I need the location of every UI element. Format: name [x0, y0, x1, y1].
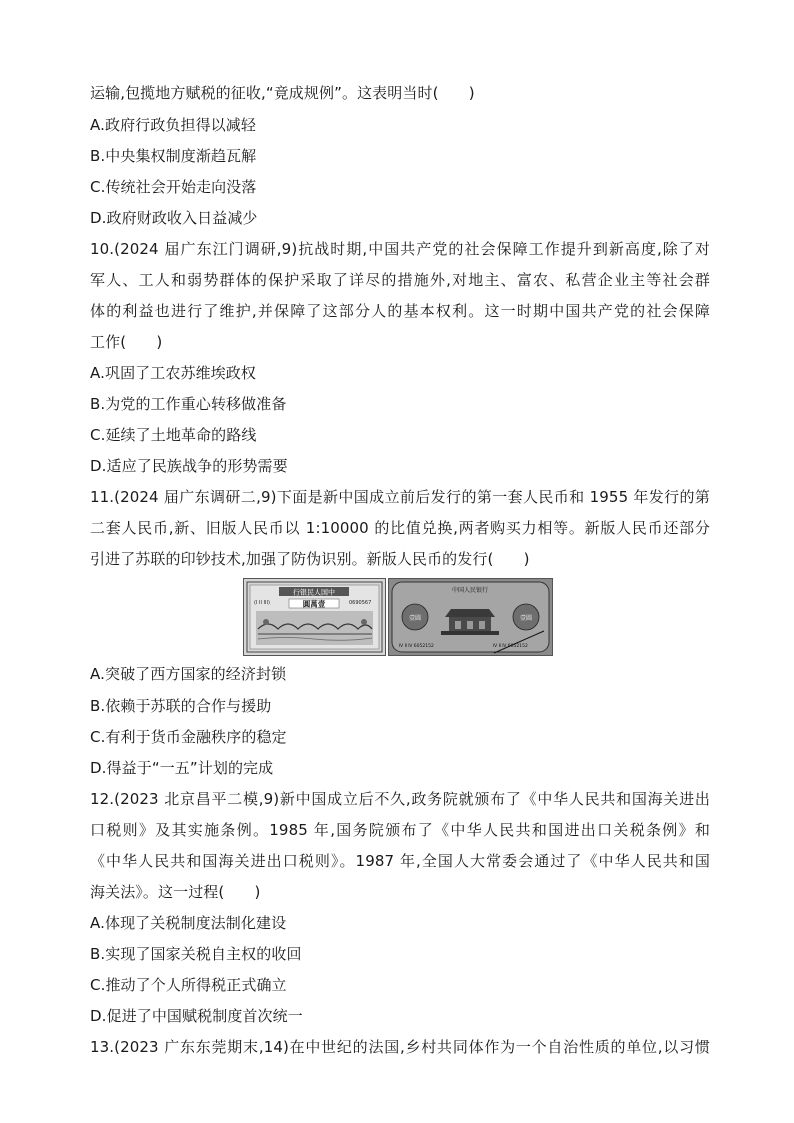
new-note-serial-left: Ⅳ Ⅱ Ⅳ 6052152 — [399, 644, 434, 649]
question-11-stem-line-1: 11.(2024 届广东调研二,9)下面是新中国成立前后发行的第一套人民币和 1955 年发行的第 — [90, 488, 710, 506]
option-12d: D.促进了中国赋税制度首次统一 — [90, 1007, 303, 1025]
question-12-stem-line-4: 海关法》。这一过程( ) — [90, 883, 261, 901]
option-11b: B.依赖于苏联的合作与援助 — [90, 697, 272, 715]
new-note-serial-right: Ⅳ Ⅱ Ⅳ 6052152 — [493, 644, 528, 649]
old-note-small-label: (I II III) — [254, 600, 270, 606]
old-note-bank-name: 行银民人国中 — [293, 588, 335, 597]
banknote-images — [243, 578, 553, 656]
old-note-denomination: 圓萬壹 — [302, 599, 326, 609]
option-11d: D.得益于“一五”计划的完成 — [90, 759, 274, 777]
question-11-stem-line-2: 二套人民币,新、旧版人民币以 1:10000 的比值兑换,两者购买力相等。新版人民币还部分 — [90, 519, 710, 537]
first-series-banknote — [243, 578, 386, 656]
new-note-denomination-left: 壹圆 — [408, 615, 422, 622]
new-note-bank-name: 中国人民银行 — [451, 587, 489, 594]
option-10d: D.适应了民族战争的形势需要 — [90, 457, 288, 475]
option-11c: C.有利于货币金融秩序的稳定 — [90, 728, 287, 746]
old-note-serial: 0690567 — [349, 600, 372, 606]
question-9-stem-end: 运输,包揽地方赋税的征收,“竟成规例”。这表明当时( ) — [90, 84, 475, 102]
question-12-stem-line-1: 12.(2023 北京昌平二模,9)新中国成立后不久,政务院就颁布了《中华人民共和国海关进出 — [90, 790, 710, 808]
question-10-stem-line-1: 10.(2024 届广东江门调研,9)抗战时期,中国共产党的社会保障工作提升到新高度,除了对 — [90, 240, 710, 258]
option-12c: C.推动了个人所得税正式确立 — [90, 976, 287, 994]
option-9a: A.政府行政负担得以减轻 — [90, 116, 256, 134]
question-13-stem-line-1: 13.(2023 广东东莞期末,14)在中世纪的法国,乡村共同体作为一个自治性质的单位,以习惯 — [90, 1038, 710, 1056]
question-10-stem-line-2: 军人、工人和弱势群体的保护采取了详尽的措施外,对地主、富农、私营企业主等社会群 — [90, 271, 710, 289]
question-10-stem-line-3: 体的利益也进行了维护,并保障了这部分人的基本权利。这一时期中国共产党的社会保障 — [90, 302, 710, 320]
option-9d: D.政府财政收入日益减少 — [90, 209, 258, 227]
question-10-stem-line-4: 工作( ) — [90, 333, 163, 351]
question-11-stem-line-3: 引进了苏联的印钞技术,加强了防伪识别。新版人民币的发行( ) — [90, 550, 530, 568]
question-12-stem-line-2: 口税则》及其实施条例。1985 年,国务院颁布了《中华人民共和国进出口关税条例》和 — [90, 821, 710, 839]
option-11a: A.突破了西方国家的经济封锁 — [90, 665, 287, 683]
new-note-denomination-right: 壹圆 — [519, 615, 533, 622]
option-10c: C.延续了土地革命的路线 — [90, 426, 257, 444]
option-12b: B.实现了国家关税自主权的收回 — [90, 945, 302, 963]
question-12-stem-line-3: 《中华人民共和国海关进出口税则》。1987 年,全国人大常委会通过了《中华人民共和国 — [90, 852, 710, 870]
second-series-banknote — [388, 578, 553, 656]
option-9b: B.中央集权制度渐趋瓦解 — [90, 147, 257, 165]
option-10a: A.巩固了工农苏维埃政权 — [90, 364, 256, 382]
option-9c: C.传统社会开始走向没落 — [90, 178, 257, 196]
option-10b: B.为党的工作重心转移做准备 — [90, 395, 287, 413]
option-12a: A.体现了关税制度法制化建设 — [90, 914, 287, 932]
